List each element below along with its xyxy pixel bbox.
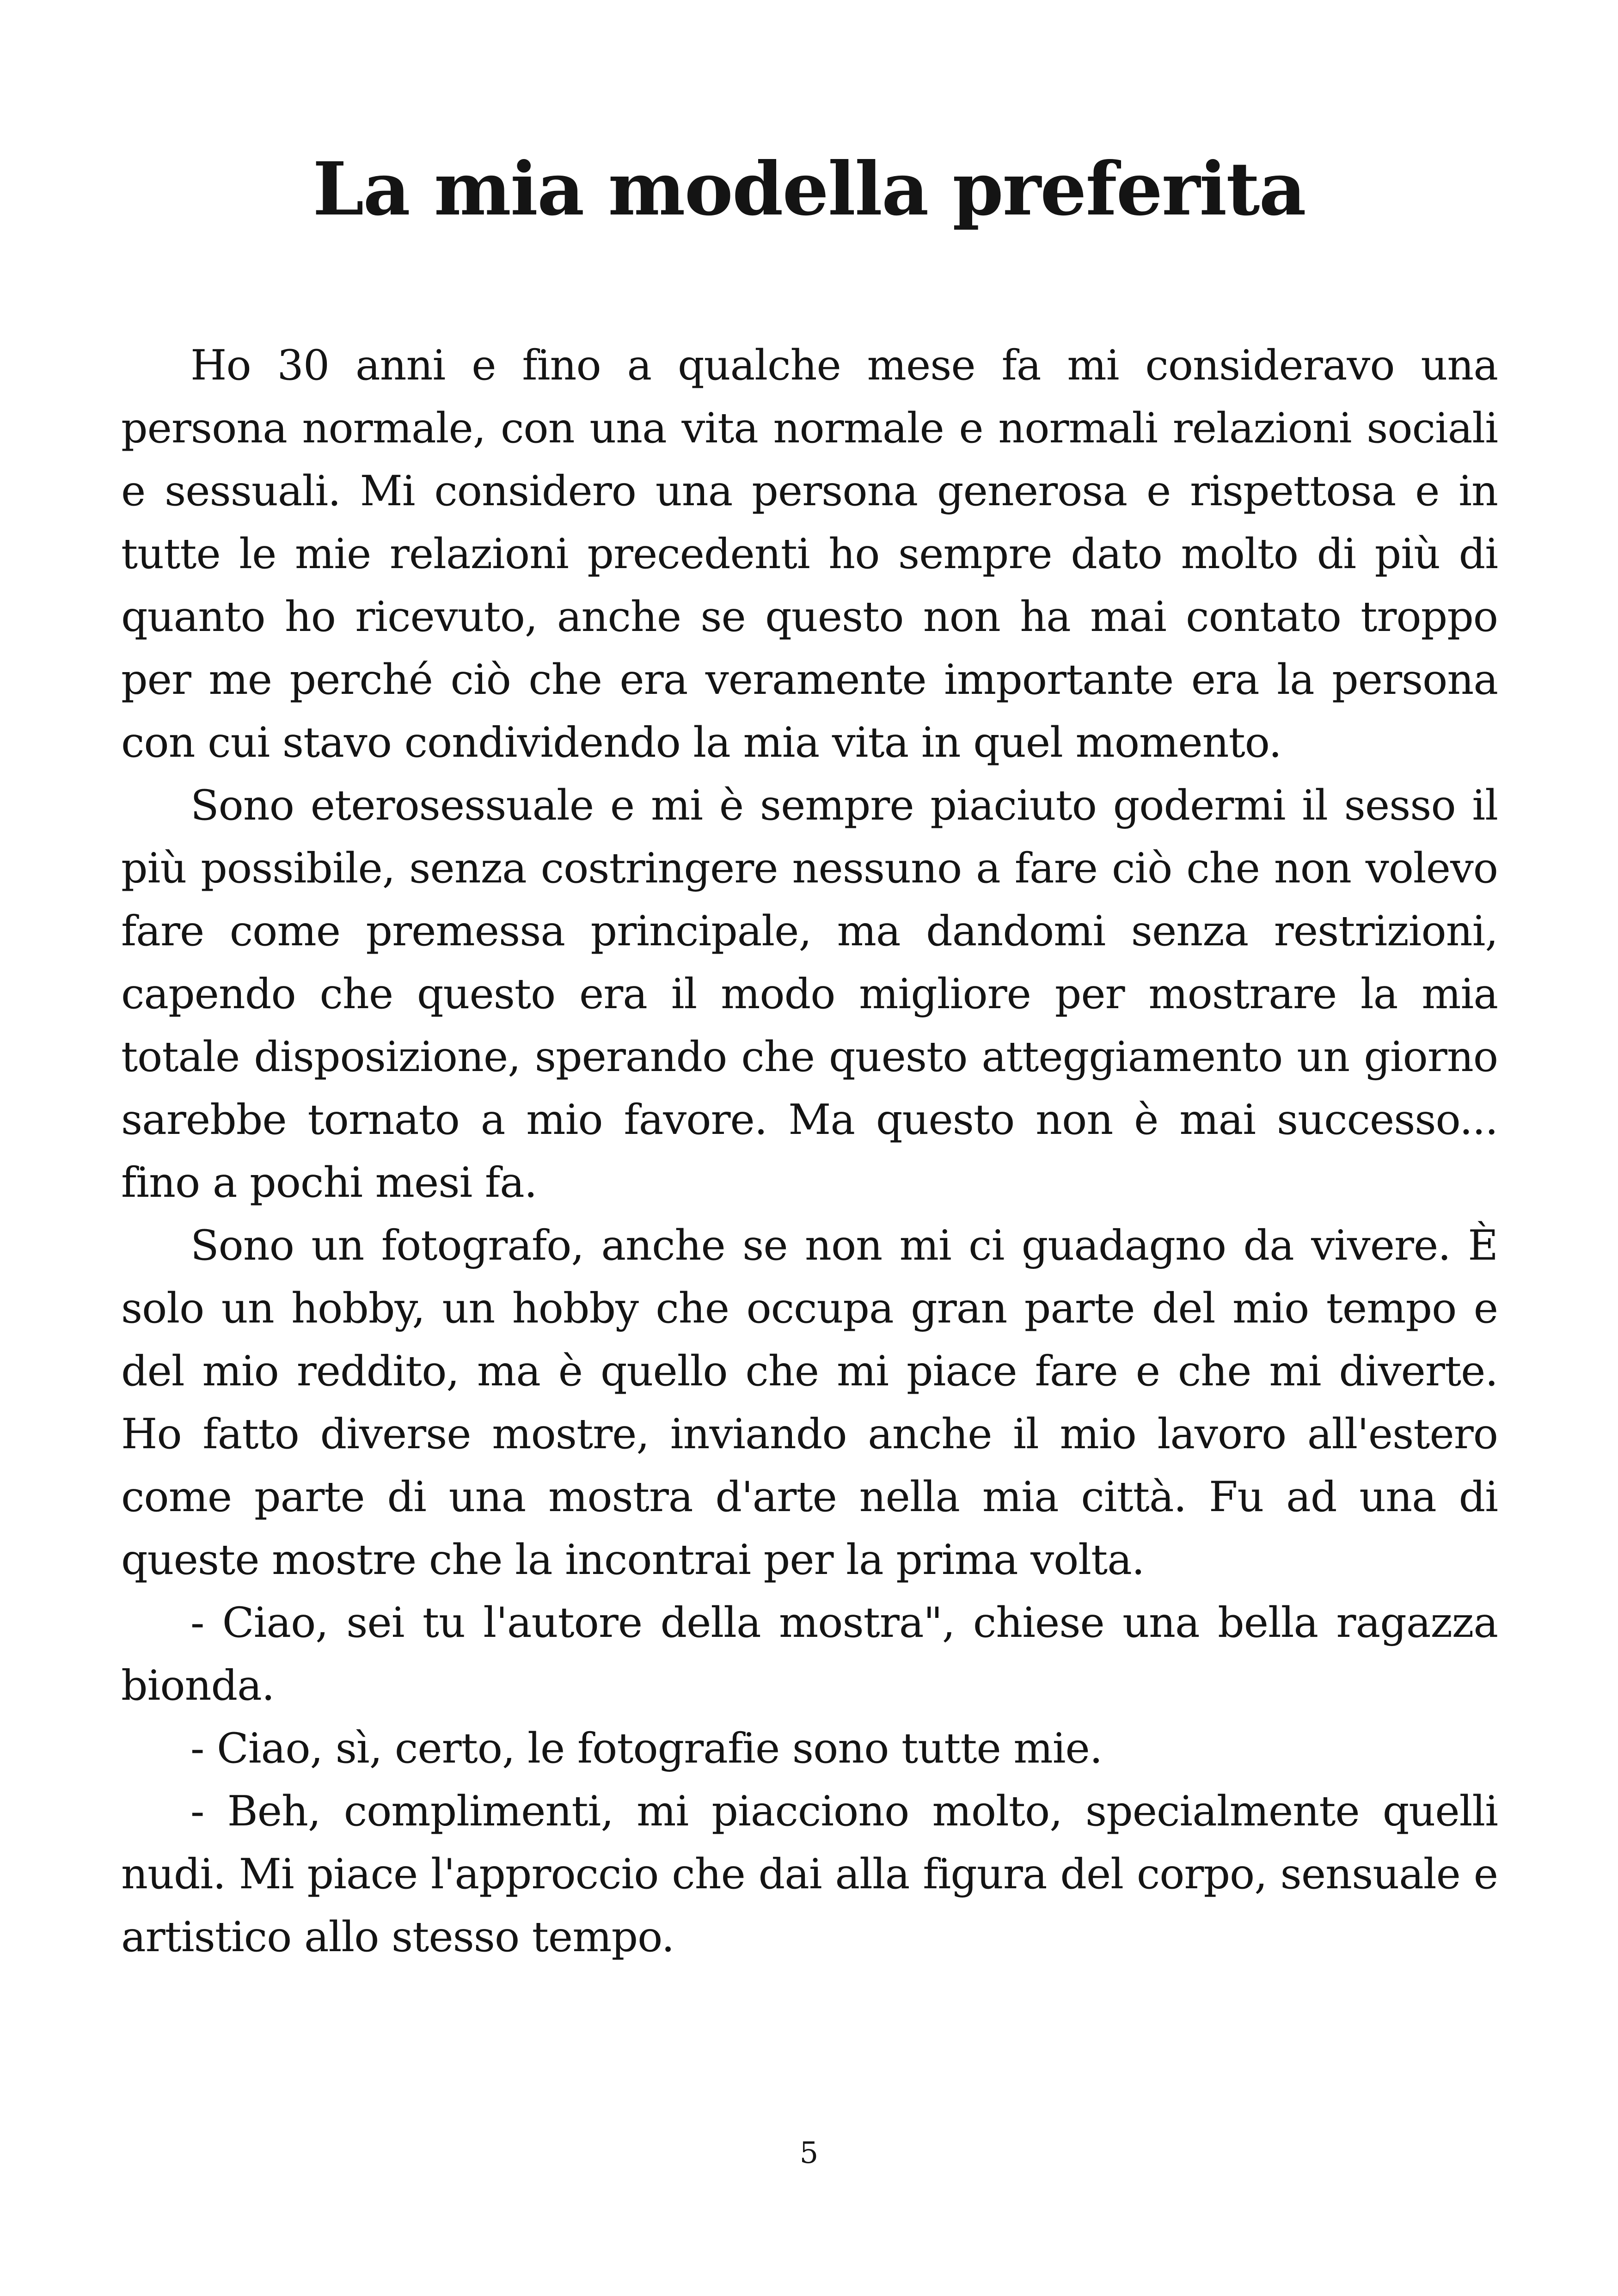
dialogue-line: - Ciao, sei tu l'autore della mostra", chiese una bella ragazza bionda.	[121, 1598, 1498, 1710]
page-number: 5	[799, 2136, 819, 2170]
paragraph: Sono eterosessuale e mi è sempre piaciuto godermi il sesso il più possibile, senza costringere nessuno a fare ciò che non volevo fare come premessa principale, ma dandomi senza restrizioni, capendo che questo era il modo migliore per mostrare la mia totale disposizione, sperando che questo atteggiamento un giorno sarebbe tornato a mio favore. Ma questo non è mai successo... fino a pochi mesi fa.	[121, 781, 1498, 1207]
chapter-body	[121, 334, 1498, 1969]
dialogue-line: - Ciao, sì, certo, le fotografie sono tutte mie.	[190, 1724, 1103, 1773]
paragraph: Ho 30 anni e fino a qualche mese fa mi consideravo una persona normale, con una vita normale e normali relazioni sociali e sessuali. Mi considero una persona generosa e rispettosa e in tutte le mie relazioni precedenti ho sempre dato molto di più di quanto ho ricevuto, anche se questo non ha mai contato troppo per me perché ciò che era veramente importante era la persona con cui stavo condividendo la mia vita in quel momento.	[121, 341, 1498, 767]
chapter-title: La mia modella preferita	[313, 147, 1305, 232]
dialogue-line: - Beh, complimenti, mi piacciono molto, specialmente quelli nudi. Mi piace l'approccio che dai alla figura del corpo, sensuale e artistico allo stesso tempo.	[121, 1787, 1498, 1961]
paragraph: Sono un fotografo, anche se non mi ci guadagno da vivere. È solo un hobby, un hobby che occupa gran parte del mio tempo e del mio reddito, ma è quello che mi piace fare e che mi diverte. Ho fatto diverse mostre, inviando anche il mio lavoro all'estero come parte di una mostra d'arte nella mia città. Fu ad una di queste mostre che la incontrai per la prima volta.	[121, 1221, 1498, 1584]
